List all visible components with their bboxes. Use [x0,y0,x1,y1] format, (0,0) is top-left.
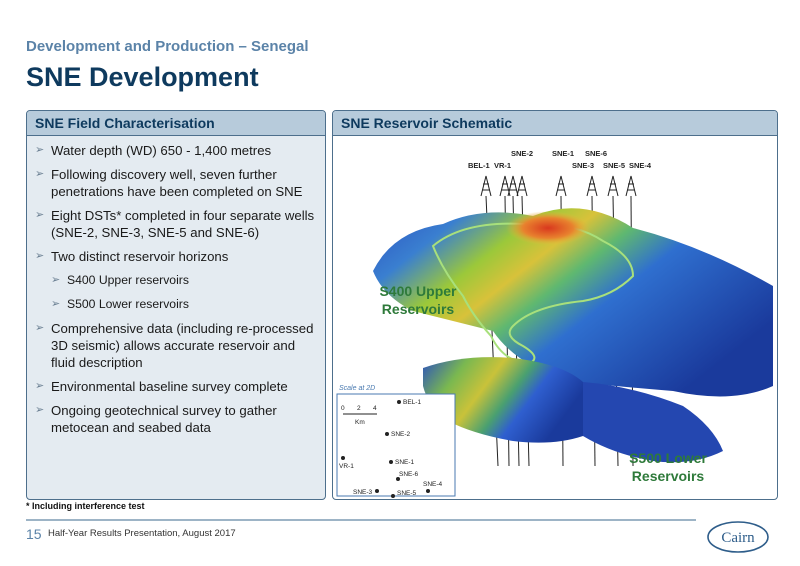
inset-title: Scale at 2D [339,385,376,392]
s400-crest-highlight [506,211,590,245]
page-number: 15 [26,526,42,542]
scale-tick: 0 [341,405,345,412]
reservoir-schematic-panel [332,110,778,500]
bullet-item [33,320,317,371]
inset-well-label: SNE-2 [391,431,411,438]
footer-text: Half-Year Results Presentation, August 2017 [48,528,236,539]
well-label: VR-1 [494,161,512,170]
inset-well-label: SNE-4 [423,481,443,488]
chevron-bullet-icon: ➢ [35,322,45,334]
well-label: BEL-1 [468,161,490,170]
s500-label-line2: Reservoirs [631,468,705,484]
section-subtitle: Development and Production – Senegal [26,38,309,55]
well-label: SNE-5 [603,161,626,170]
footer-divider [26,519,696,521]
chevron-bullet-icon: ➢ [51,274,61,286]
logo-text: Cairn [721,530,755,546]
well-label: SNE-2 [511,149,534,158]
bullet-item [33,378,317,395]
bullet-item [33,142,317,159]
chevron-bullet-icon: ➢ [35,144,45,156]
bullet-text: S400 Upper reservoirs [67,273,189,287]
inset-well-label: SNE-1 [395,459,415,466]
bullet-text: S500 Lower reservoirs [67,297,189,311]
field-characterisation-panel [26,110,326,500]
chevron-bullet-icon: ➢ [35,404,45,416]
footnote: * Including interference test [26,501,145,511]
chevron-bullet-icon: ➢ [35,250,45,262]
panel-title: SNE Reservoir Schematic [333,111,777,136]
panel-title: SNE Field Characterisation [27,111,325,136]
inset-well-label: VR-1 [339,463,354,470]
well-label: SNE-1 [552,149,575,158]
well-label: SNE-3 [572,161,595,170]
bullet-list [27,136,325,436]
scale-unit: Km [355,419,365,426]
inset-well-label: SNE-5 [397,490,417,497]
scale-tick: 4 [373,405,377,412]
page-title: SNE Development [26,62,259,92]
sub-bullet-item [49,272,317,289]
bullet-item [33,166,317,200]
sub-bullet-item [49,296,317,313]
bullet-text: Two distinct reservoir horizons [51,249,229,264]
bullet-text: Comprehensive data (including re-processed 3D seismic) allows accurate reservoir and fluid description [51,321,314,370]
chevron-bullet-icon: ➢ [51,298,61,310]
bullet-text: Ongoing geotechnical survey to gather metocean and seabed data [51,403,277,435]
well-label: SNE-6 [585,149,608,158]
inset-well-label: SNE-3 [353,489,373,496]
s500-label-line1: S500 Lower [629,450,707,466]
reservoir-schematic-image [333,136,777,499]
bullet-item [33,207,317,241]
bullet-text: Eight DSTs* completed in four separate wells (SNE-2, SNE-3, SNE-5 and SNE-6) [51,208,315,240]
bullet-text: Following discovery well, seven further penetrations have been completed on SNE [51,167,303,199]
chevron-bullet-icon: ➢ [35,209,45,221]
inset-well-label: BEL-1 [403,399,422,406]
bullet-item [33,248,317,265]
chevron-bullet-icon: ➢ [35,380,45,392]
well-label: SNE-4 [629,161,652,170]
well-derricks [481,176,636,196]
chevron-bullet-icon: ➢ [35,168,45,180]
inset-well-map [337,385,455,498]
cairn-logo [706,518,770,556]
s400-label-line1: S400 Upper [379,283,457,299]
bullet-item [33,402,317,436]
inset-well-label: SNE-6 [399,471,419,478]
bullet-text: Environmental baseline survey complete [51,379,288,394]
scale-tick: 2 [357,405,361,412]
bullet-text: Water depth (WD) 650 - 1,400 metres [51,143,272,158]
s400-label-line2: Reservoirs [381,301,455,317]
